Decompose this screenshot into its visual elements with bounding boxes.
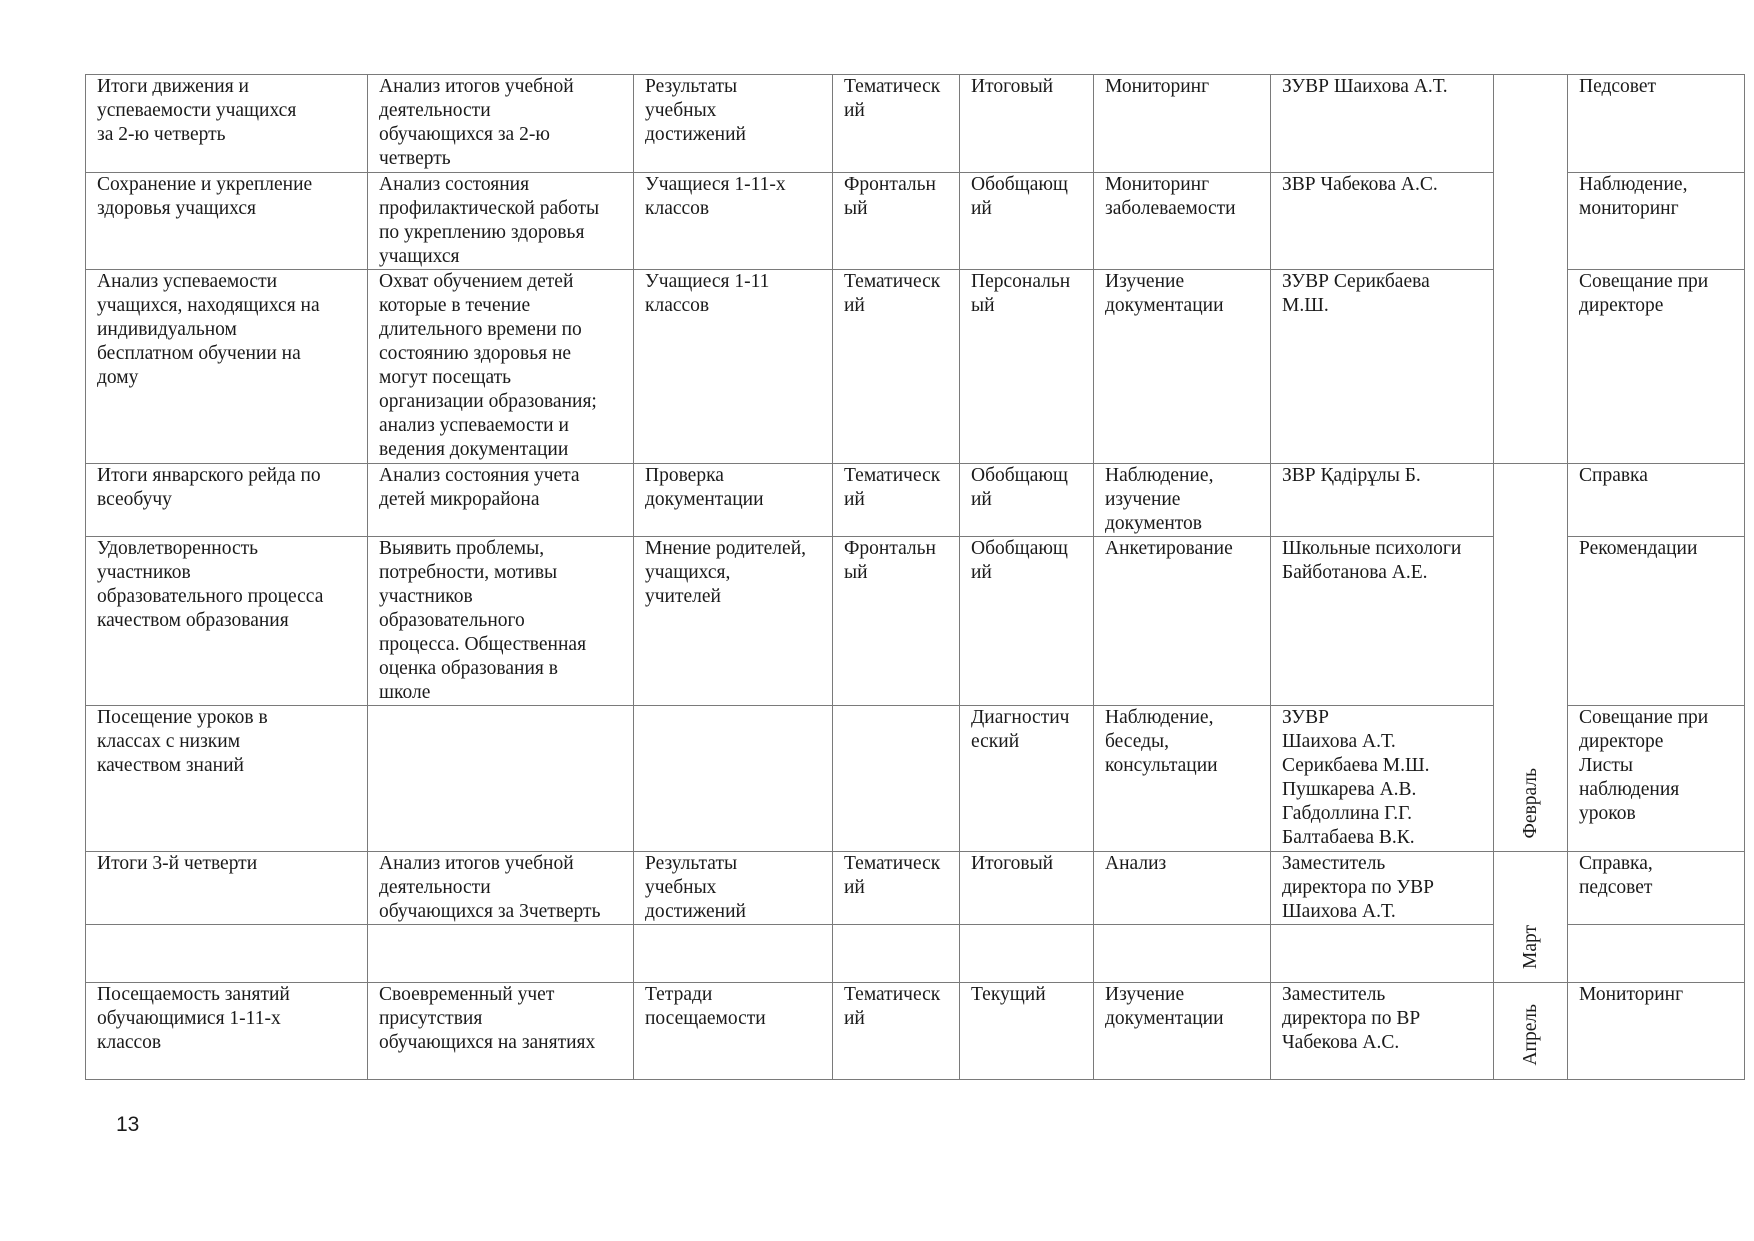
cell-text-line: уроков bbox=[1579, 803, 1636, 824]
cell-text-line: Выявить проблемы, bbox=[379, 538, 545, 559]
cell-text-line: Итоги 3-й четверти bbox=[97, 853, 258, 874]
cell-text-line: Наблюдение, bbox=[1105, 465, 1214, 486]
cell-text-line: по укреплению здоровья bbox=[379, 222, 585, 243]
cell-text-line: Анализ состояния bbox=[379, 174, 530, 195]
cell-text-line: Балтабаева В.К. bbox=[1282, 827, 1415, 848]
object-cell bbox=[634, 925, 833, 983]
object-cell bbox=[634, 852, 833, 925]
cell-text-line: заболеваемости bbox=[1105, 198, 1236, 219]
cell-text-line: Анализ bbox=[1105, 853, 1167, 874]
cell-text-line: анализ успеваемости и bbox=[379, 415, 569, 436]
result-cell bbox=[1568, 173, 1745, 270]
type-cell bbox=[833, 173, 960, 270]
cell-text-line: обучающихся на занятиях bbox=[379, 1032, 596, 1053]
control-plan-table bbox=[85, 74, 1745, 1080]
method-cell bbox=[1094, 75, 1271, 173]
cell-text-line: Мониторинг bbox=[1105, 76, 1210, 97]
cell-text-line: Анкетирование bbox=[1105, 538, 1233, 559]
cell-text-line: за 2-ю четверть bbox=[97, 124, 226, 145]
cell-text-line: деятельности bbox=[379, 100, 491, 121]
kind-cell bbox=[960, 706, 1094, 852]
cell-text-line: обучающихся за 2-ю bbox=[379, 124, 550, 145]
method-cell bbox=[1094, 270, 1271, 464]
type-cell bbox=[833, 270, 960, 464]
cell-text-line: четверть bbox=[379, 148, 451, 169]
cell-text-line: Диагностич bbox=[971, 707, 1070, 728]
responsible-cell bbox=[1271, 983, 1494, 1080]
cell-text-line: Тетради bbox=[645, 984, 713, 1005]
cell-text-line: Совещание при bbox=[1579, 271, 1709, 292]
cell-text-line: учебных bbox=[645, 877, 717, 898]
result-cell bbox=[1568, 464, 1745, 537]
responsible-cell bbox=[1271, 270, 1494, 464]
topic-cell bbox=[86, 852, 368, 925]
cell-text-line: всеобучу bbox=[97, 489, 172, 510]
kind-cell bbox=[960, 852, 1094, 925]
cell-text-line: ий bbox=[971, 489, 992, 510]
cell-text-line: педсовет bbox=[1579, 877, 1653, 898]
cell-text-line: Изучение bbox=[1105, 271, 1185, 292]
month-label-february: Февраль bbox=[1519, 767, 1541, 838]
cell-text-line: Результаты bbox=[645, 76, 738, 97]
month-cell-march bbox=[1494, 852, 1568, 983]
cell-text-line: состоянию здоровья не bbox=[379, 343, 572, 364]
cell-text-line: достижений bbox=[645, 901, 746, 922]
cell-text-line: Охват обучением детей bbox=[379, 271, 574, 292]
cell-text-line: учащихся, bbox=[645, 562, 731, 583]
cell-text-line: М.Ш. bbox=[1282, 295, 1329, 316]
type-cell bbox=[833, 75, 960, 173]
goal-cell bbox=[368, 706, 634, 852]
cell-text-line: школе bbox=[379, 682, 431, 703]
cell-text-line: Анализ итогов учебной bbox=[379, 853, 574, 874]
cell-text-line: ЗВР Қадірұлы Б. bbox=[1282, 465, 1421, 486]
cell-text-line: документов bbox=[1105, 513, 1203, 534]
topic-cell bbox=[86, 925, 368, 983]
cell-text-line: ЗУВР bbox=[1282, 707, 1329, 728]
cell-text-line: Наблюдение, bbox=[1105, 707, 1214, 728]
cell-text-line: качеством образования bbox=[97, 610, 289, 631]
type-cell bbox=[833, 464, 960, 537]
cell-text-line: индивидуальном bbox=[97, 319, 237, 340]
result-cell bbox=[1568, 852, 1745, 925]
cell-text-line: дому bbox=[97, 367, 139, 388]
cell-text-line: Заместитель bbox=[1282, 984, 1386, 1005]
result-cell bbox=[1568, 925, 1745, 983]
object-cell bbox=[634, 270, 833, 464]
cell-text-line: бесплатном обучении на bbox=[97, 343, 301, 364]
cell-text-line: Персональн bbox=[971, 271, 1071, 292]
cell-text-line: здоровья учащихся bbox=[97, 198, 256, 219]
method-cell bbox=[1094, 537, 1271, 706]
cell-text-line: Итоги январского рейда по bbox=[97, 465, 321, 486]
kind-cell bbox=[960, 173, 1094, 270]
cell-text-line: директоре bbox=[1579, 731, 1664, 752]
cell-text-line: качеством знаний bbox=[97, 755, 244, 776]
page-number: 13 bbox=[116, 1113, 140, 1136]
type-cell bbox=[833, 706, 960, 852]
cell-text-line: ий bbox=[844, 877, 865, 898]
cell-text-line: Наблюдение, bbox=[1579, 174, 1688, 195]
cell-text-line: Мнение родителей, bbox=[645, 538, 806, 559]
kind-cell bbox=[960, 537, 1094, 706]
cell-text-line: Справка, bbox=[1579, 853, 1653, 874]
cell-text-line: Шаихова А.Т. bbox=[1282, 731, 1396, 752]
result-cell bbox=[1568, 270, 1745, 464]
cell-text-line: директора по ВР bbox=[1282, 1008, 1421, 1029]
cell-text-line: ЗУВР Шаихова А.Т. bbox=[1282, 76, 1448, 97]
month-cell-april bbox=[1494, 983, 1568, 1080]
cell-text-line: Школьные психологи bbox=[1282, 538, 1462, 559]
cell-text-line: беседы, bbox=[1105, 731, 1169, 752]
cell-text-line: классов bbox=[97, 1032, 162, 1053]
cell-text-line: Серикбаева М.Ш. bbox=[1282, 755, 1430, 776]
method-cell bbox=[1094, 983, 1271, 1080]
cell-text-line: Совещание при bbox=[1579, 707, 1709, 728]
kind-cell bbox=[960, 270, 1094, 464]
cell-text-line: Удовлетворенность bbox=[97, 538, 259, 559]
type-cell bbox=[833, 852, 960, 925]
kind-cell bbox=[960, 983, 1094, 1080]
cell-text-line: ЗУВР Серикбаева bbox=[1282, 271, 1430, 292]
responsible-cell bbox=[1271, 75, 1494, 173]
cell-text-line: ЗВР Чабекова А.С. bbox=[1282, 174, 1438, 195]
cell-text-line: Анализ успеваемости bbox=[97, 271, 278, 292]
cell-text-line: Посещение уроков в bbox=[97, 707, 268, 728]
cell-text-line: могут посещать bbox=[379, 367, 512, 388]
object-cell bbox=[634, 173, 833, 270]
object-cell bbox=[634, 75, 833, 173]
cell-text-line: Фронтальн bbox=[844, 538, 936, 559]
cell-text-line: обучающимися 1-11-х bbox=[97, 1008, 281, 1029]
cell-text-line: Учащиеся 1-11-х bbox=[645, 174, 786, 195]
cell-text-line: Сохранение и укрепление bbox=[97, 174, 313, 195]
cell-text-line: консультации bbox=[1105, 755, 1218, 776]
table-row bbox=[86, 75, 1745, 173]
cell-text-line: оценка образования в bbox=[379, 658, 558, 679]
cell-text-line: ий bbox=[844, 295, 865, 316]
goal-cell bbox=[368, 983, 634, 1080]
topic-cell bbox=[86, 983, 368, 1080]
topic-cell bbox=[86, 706, 368, 852]
cell-text-line: Обобщающ bbox=[971, 174, 1068, 195]
cell-text-line: обучающихся за 3четверть bbox=[379, 901, 601, 922]
cell-text-line: документации bbox=[1105, 295, 1224, 316]
cell-text-line: Рекомендации bbox=[1579, 538, 1698, 559]
cell-text-line: ый bbox=[971, 295, 995, 316]
cell-text-line: образовательного bbox=[379, 610, 525, 631]
cell-text-line: Обобщающ bbox=[971, 538, 1068, 559]
cell-text-line: Мониторинг bbox=[1579, 984, 1684, 1005]
responsible-cell bbox=[1271, 706, 1494, 852]
method-cell bbox=[1094, 706, 1271, 852]
topic-cell bbox=[86, 464, 368, 537]
object-cell bbox=[634, 706, 833, 852]
cell-text-line: Фронтальн bbox=[844, 174, 936, 195]
goal-cell bbox=[368, 537, 634, 706]
cell-text-line: Текущий bbox=[971, 984, 1046, 1005]
cell-text-line: успеваемости учащихся bbox=[97, 100, 297, 121]
kind-cell bbox=[960, 925, 1094, 983]
month-label-april: Апрель bbox=[1519, 1004, 1541, 1066]
goal-cell bbox=[368, 852, 634, 925]
responsible-cell bbox=[1271, 537, 1494, 706]
cell-text-line: учителей bbox=[645, 586, 721, 607]
cell-text-line: длительного времени по bbox=[379, 319, 582, 340]
cell-text-line: директоре bbox=[1579, 295, 1664, 316]
cell-text-line: ий bbox=[844, 1008, 865, 1029]
cell-text-line: участников bbox=[97, 562, 191, 583]
object-cell bbox=[634, 537, 833, 706]
result-cell bbox=[1568, 537, 1745, 706]
kind-cell bbox=[960, 75, 1094, 173]
cell-text-line: документации bbox=[645, 489, 764, 510]
cell-text-line: организации образования; bbox=[379, 391, 597, 412]
method-cell bbox=[1094, 464, 1271, 537]
result-cell bbox=[1568, 75, 1745, 173]
method-cell bbox=[1094, 925, 1271, 983]
month-label-march: Март bbox=[1519, 924, 1541, 969]
topic-cell bbox=[86, 75, 368, 173]
type-cell bbox=[833, 983, 960, 1080]
cell-text-line: Итоговый bbox=[971, 853, 1054, 874]
cell-text-line: Габдоллина Г.Г. bbox=[1282, 803, 1413, 824]
cell-text-line: Посещаемость занятий bbox=[97, 984, 290, 1005]
table-row bbox=[86, 852, 1745, 925]
cell-text-line: Тематическ bbox=[844, 853, 941, 874]
cell-text-line: детей микрорайона bbox=[379, 489, 540, 510]
cell-text-line: посещаемости bbox=[645, 1008, 766, 1029]
table-row bbox=[86, 983, 1745, 1080]
responsible-cell bbox=[1271, 852, 1494, 925]
cell-text-line: Обобщающ bbox=[971, 465, 1068, 486]
goal-cell bbox=[368, 464, 634, 537]
cell-text-line: Результаты bbox=[645, 853, 738, 874]
method-cell bbox=[1094, 852, 1271, 925]
cell-text-line: еский bbox=[971, 731, 1020, 752]
cell-text-line: ый bbox=[844, 562, 868, 583]
cell-text-line: документации bbox=[1105, 1008, 1224, 1029]
cell-text-line: ий bbox=[844, 100, 865, 121]
cell-text-line: Мониторинг bbox=[1105, 174, 1210, 195]
cell-text-line: Пушкарева А.В. bbox=[1282, 779, 1417, 800]
topic-cell bbox=[86, 173, 368, 270]
result-cell bbox=[1568, 983, 1745, 1080]
cell-text-line: Учащиеся 1-11 bbox=[645, 271, 770, 292]
type-cell bbox=[833, 925, 960, 983]
cell-text-line: достижений bbox=[645, 124, 746, 145]
method-cell bbox=[1094, 173, 1271, 270]
table-row bbox=[86, 464, 1745, 537]
cell-text-line: Тематическ bbox=[844, 76, 941, 97]
cell-text-line: Шаихова А.Т. bbox=[1282, 901, 1396, 922]
cell-text-line: Тематическ bbox=[844, 465, 941, 486]
cell-text-line: Байботанова А.Е. bbox=[1282, 562, 1428, 583]
goal-cell bbox=[368, 75, 634, 173]
cell-text-line: ий bbox=[844, 489, 865, 510]
cell-text-line: директора по УВР bbox=[1282, 877, 1434, 898]
cell-text-line: классов bbox=[645, 295, 710, 316]
cell-text-line: процесса. Общественная bbox=[379, 634, 587, 655]
month-cell-blank bbox=[1494, 75, 1568, 464]
cell-text-line: Педсовет bbox=[1579, 76, 1657, 97]
responsible-cell bbox=[1271, 925, 1494, 983]
cell-text-line: классах с низким bbox=[97, 731, 241, 752]
type-cell bbox=[833, 537, 960, 706]
topic-cell bbox=[86, 537, 368, 706]
kind-cell bbox=[960, 464, 1094, 537]
object-cell bbox=[634, 983, 833, 1080]
cell-text-line: которые в течение bbox=[379, 295, 531, 316]
cell-text-line: наблюдения bbox=[1579, 779, 1680, 800]
cell-text-line: Изучение bbox=[1105, 984, 1185, 1005]
cell-text-line: Итоги движения и bbox=[97, 76, 249, 97]
cell-text-line: учащихся bbox=[379, 246, 460, 267]
cell-text-line: учебных bbox=[645, 100, 717, 121]
cell-text-line: Чабекова А.С. bbox=[1282, 1032, 1400, 1053]
cell-text-line: ведения документации bbox=[379, 439, 569, 460]
cell-text-line: классов bbox=[645, 198, 710, 219]
cell-text-line: образовательного процесса bbox=[97, 586, 324, 607]
cell-text-line: деятельности bbox=[379, 877, 491, 898]
responsible-cell bbox=[1271, 464, 1494, 537]
cell-text-line: Листы bbox=[1579, 755, 1633, 776]
cell-text-line: ий bbox=[971, 198, 992, 219]
cell-text-line: профилактической работы bbox=[379, 198, 600, 219]
cell-text-line: Своевременный учет bbox=[379, 984, 555, 1005]
cell-text-line: присутствия bbox=[379, 1008, 483, 1029]
goal-cell bbox=[368, 925, 634, 983]
cell-text-line: участников bbox=[379, 586, 473, 607]
responsible-cell bbox=[1271, 173, 1494, 270]
cell-text-line: изучение bbox=[1105, 489, 1181, 510]
cell-text-line: Анализ итогов учебной bbox=[379, 76, 574, 97]
cell-text-line: Заместитель bbox=[1282, 853, 1386, 874]
result-cell bbox=[1568, 706, 1745, 852]
month-cell-february bbox=[1494, 464, 1568, 852]
cell-text-line: Итоговый bbox=[971, 76, 1054, 97]
goal-cell bbox=[368, 270, 634, 464]
cell-text-line: Проверка bbox=[645, 465, 724, 486]
cell-text-line: учащихся, находящихся на bbox=[97, 295, 320, 316]
table-body bbox=[86, 75, 1745, 1080]
goal-cell bbox=[368, 173, 634, 270]
cell-text-line: Справка bbox=[1579, 465, 1648, 486]
cell-text-line: мониторинг bbox=[1579, 198, 1679, 219]
cell-text-line: Тематическ bbox=[844, 984, 941, 1005]
cell-text-line: Анализ состояния учета bbox=[379, 465, 580, 486]
cell-text-line: ий bbox=[971, 562, 992, 583]
cell-text-line: Тематическ bbox=[844, 271, 941, 292]
cell-text-line: ый bbox=[844, 198, 868, 219]
cell-text-line: потребности, мотивы bbox=[379, 562, 558, 583]
object-cell bbox=[634, 464, 833, 537]
topic-cell bbox=[86, 270, 368, 464]
